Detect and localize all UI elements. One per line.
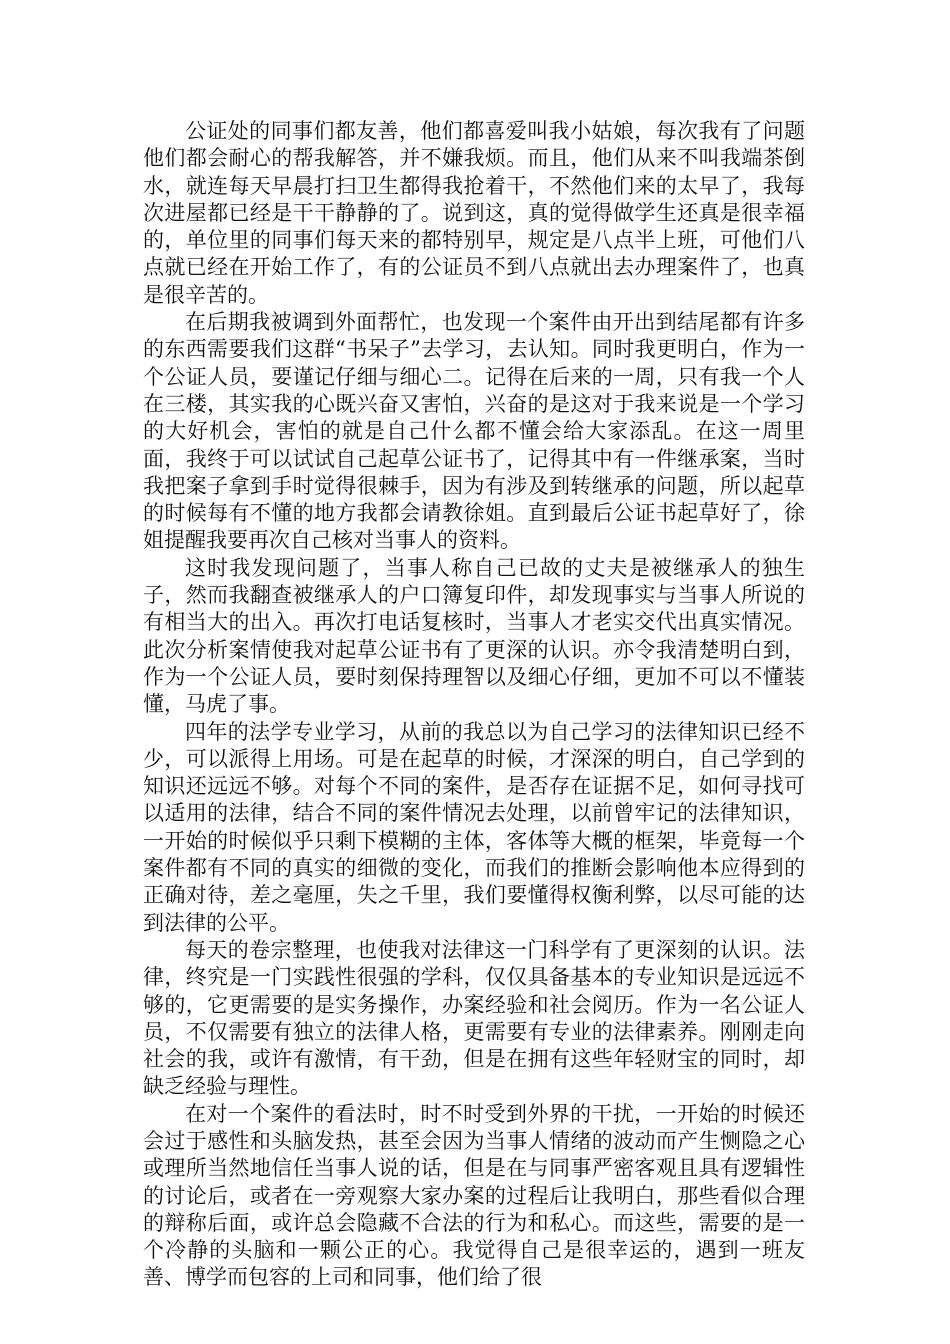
paragraph: 在对一个案件的看法时，时不时受到外界的干扰，一开始的时候还会过于感性和头脑发热，甚至会因为当事人情绪的波动而产生恻隐之心或理所当然地信任当事人说的话，但是在与同事严密客观且具有逻辑性的讨论后，或者在一旁观察大家办案的过程后让我明白，那些看似合理的辩称后面，或许总会隐藏不合法的行为和私心。而这些，需要的是一个冷静的头脑和一颗公正的心。我觉得自己是很幸运的，遇到一班友善、博学而包容的上司和同事，他们给了很 <box>143 1101 805 1290</box>
paragraph: 四年的法学专业学习，从前的我总以为自己学习的法律知识已经不少，可以派得上用场。可是在起草的时候，才深深的明白，自己学到的知识还远远不够。对每个不同的案件，是否存在证据不足，如何寻找可以适用的法律，结合不同的案件情况去处理，以前曾牢记的法律知识，一开始的时候似乎只剩下模糊的主体，客体等大概的框架，毕竟每一个案件都有不同的真实的细微的变化，而我们的推断会影响他本应得到的正确对待，差之毫厘，失之千里，我们要懂得权衡利弊，以尽可能的达到法律的公平。 <box>143 719 805 935</box>
document-body <box>143 118 805 1292</box>
paragraph: 公证处的同事们都友善，他们都喜爱叫我小姑娘，每次我有了问题他们都会耐心的帮我解答，并不嫌我烦。而且，他们从来不叫我端茶倒水，就连每天早晨打扫卫生都得我抢着干，不然他们来的太早了，我每次进屋都已经是干干静静的了。说到这，真的觉得做学生还真是很幸福的，单位里的同事们每天来的都特别早，规定是八点半上班，可他们八点就已经在开始工作了，有的公证员不到八点就出去办理案件了，也真是很辛苦的。 <box>143 119 805 307</box>
paragraph: 每天的卷宗整理，也使我对法律这一门科学有了更深刻的认识。法律，终究是一门实践性很强的学科，仅仅具备基本的专业知识是远远不够的，它更需要的是实务操作，办案经验和社会阅历。作为一名公证人员，不仅需要有独立的法律人格，更需要有专业的法律素养。刚刚走向社会的我，或许有激情，有干劲，但是在拥有这些年轻财宝的同时，却缺乏经验与理性。 <box>143 937 805 1099</box>
paragraph: 在后期我被调到外面帮忙，也发现一个案件由开出到结尾都有许多的东西需要我们这群“书呆子”去学习，去认知。同时我更明白，作为一个公证人员，要谨记仔细与细心二。记得在后来的一周，只有我一个人在三楼，其实我的心既兴奋又害怕，兴奋的是这对于我来说是一个学习的大好机会，害怕的就是自己什么都不懂会给大家添乱。在这一周里面，我终于可以试试自己起草公证书了，记得其中有一件继承案，当时我把案子拿到手时觉得很棘手，因为有涉及到转继承的问题，所以起草的时候每有不懂的地方我都会请教徐姐。直到最后公证书起草好了，徐姐提醒我要再次自己核对当事人的资料。 <box>143 310 805 553</box>
paragraph: 这时我发现问题了，当事人称自己已故的丈夫是被继承人的独生子，然而我翻查被继承人的户口簿复印件，却发现事实与当事人所说的有相当大的出入。再次打电话复核时，当事人才老实交代出真实情况。此次分析案情使我对起草公证书有了更深的认识。亦令我清楚明白到，作为一个公证人员，要时刻保持理智以及细心仔细，更加不可以不懂装懂，马虎了事。 <box>143 555 805 717</box>
